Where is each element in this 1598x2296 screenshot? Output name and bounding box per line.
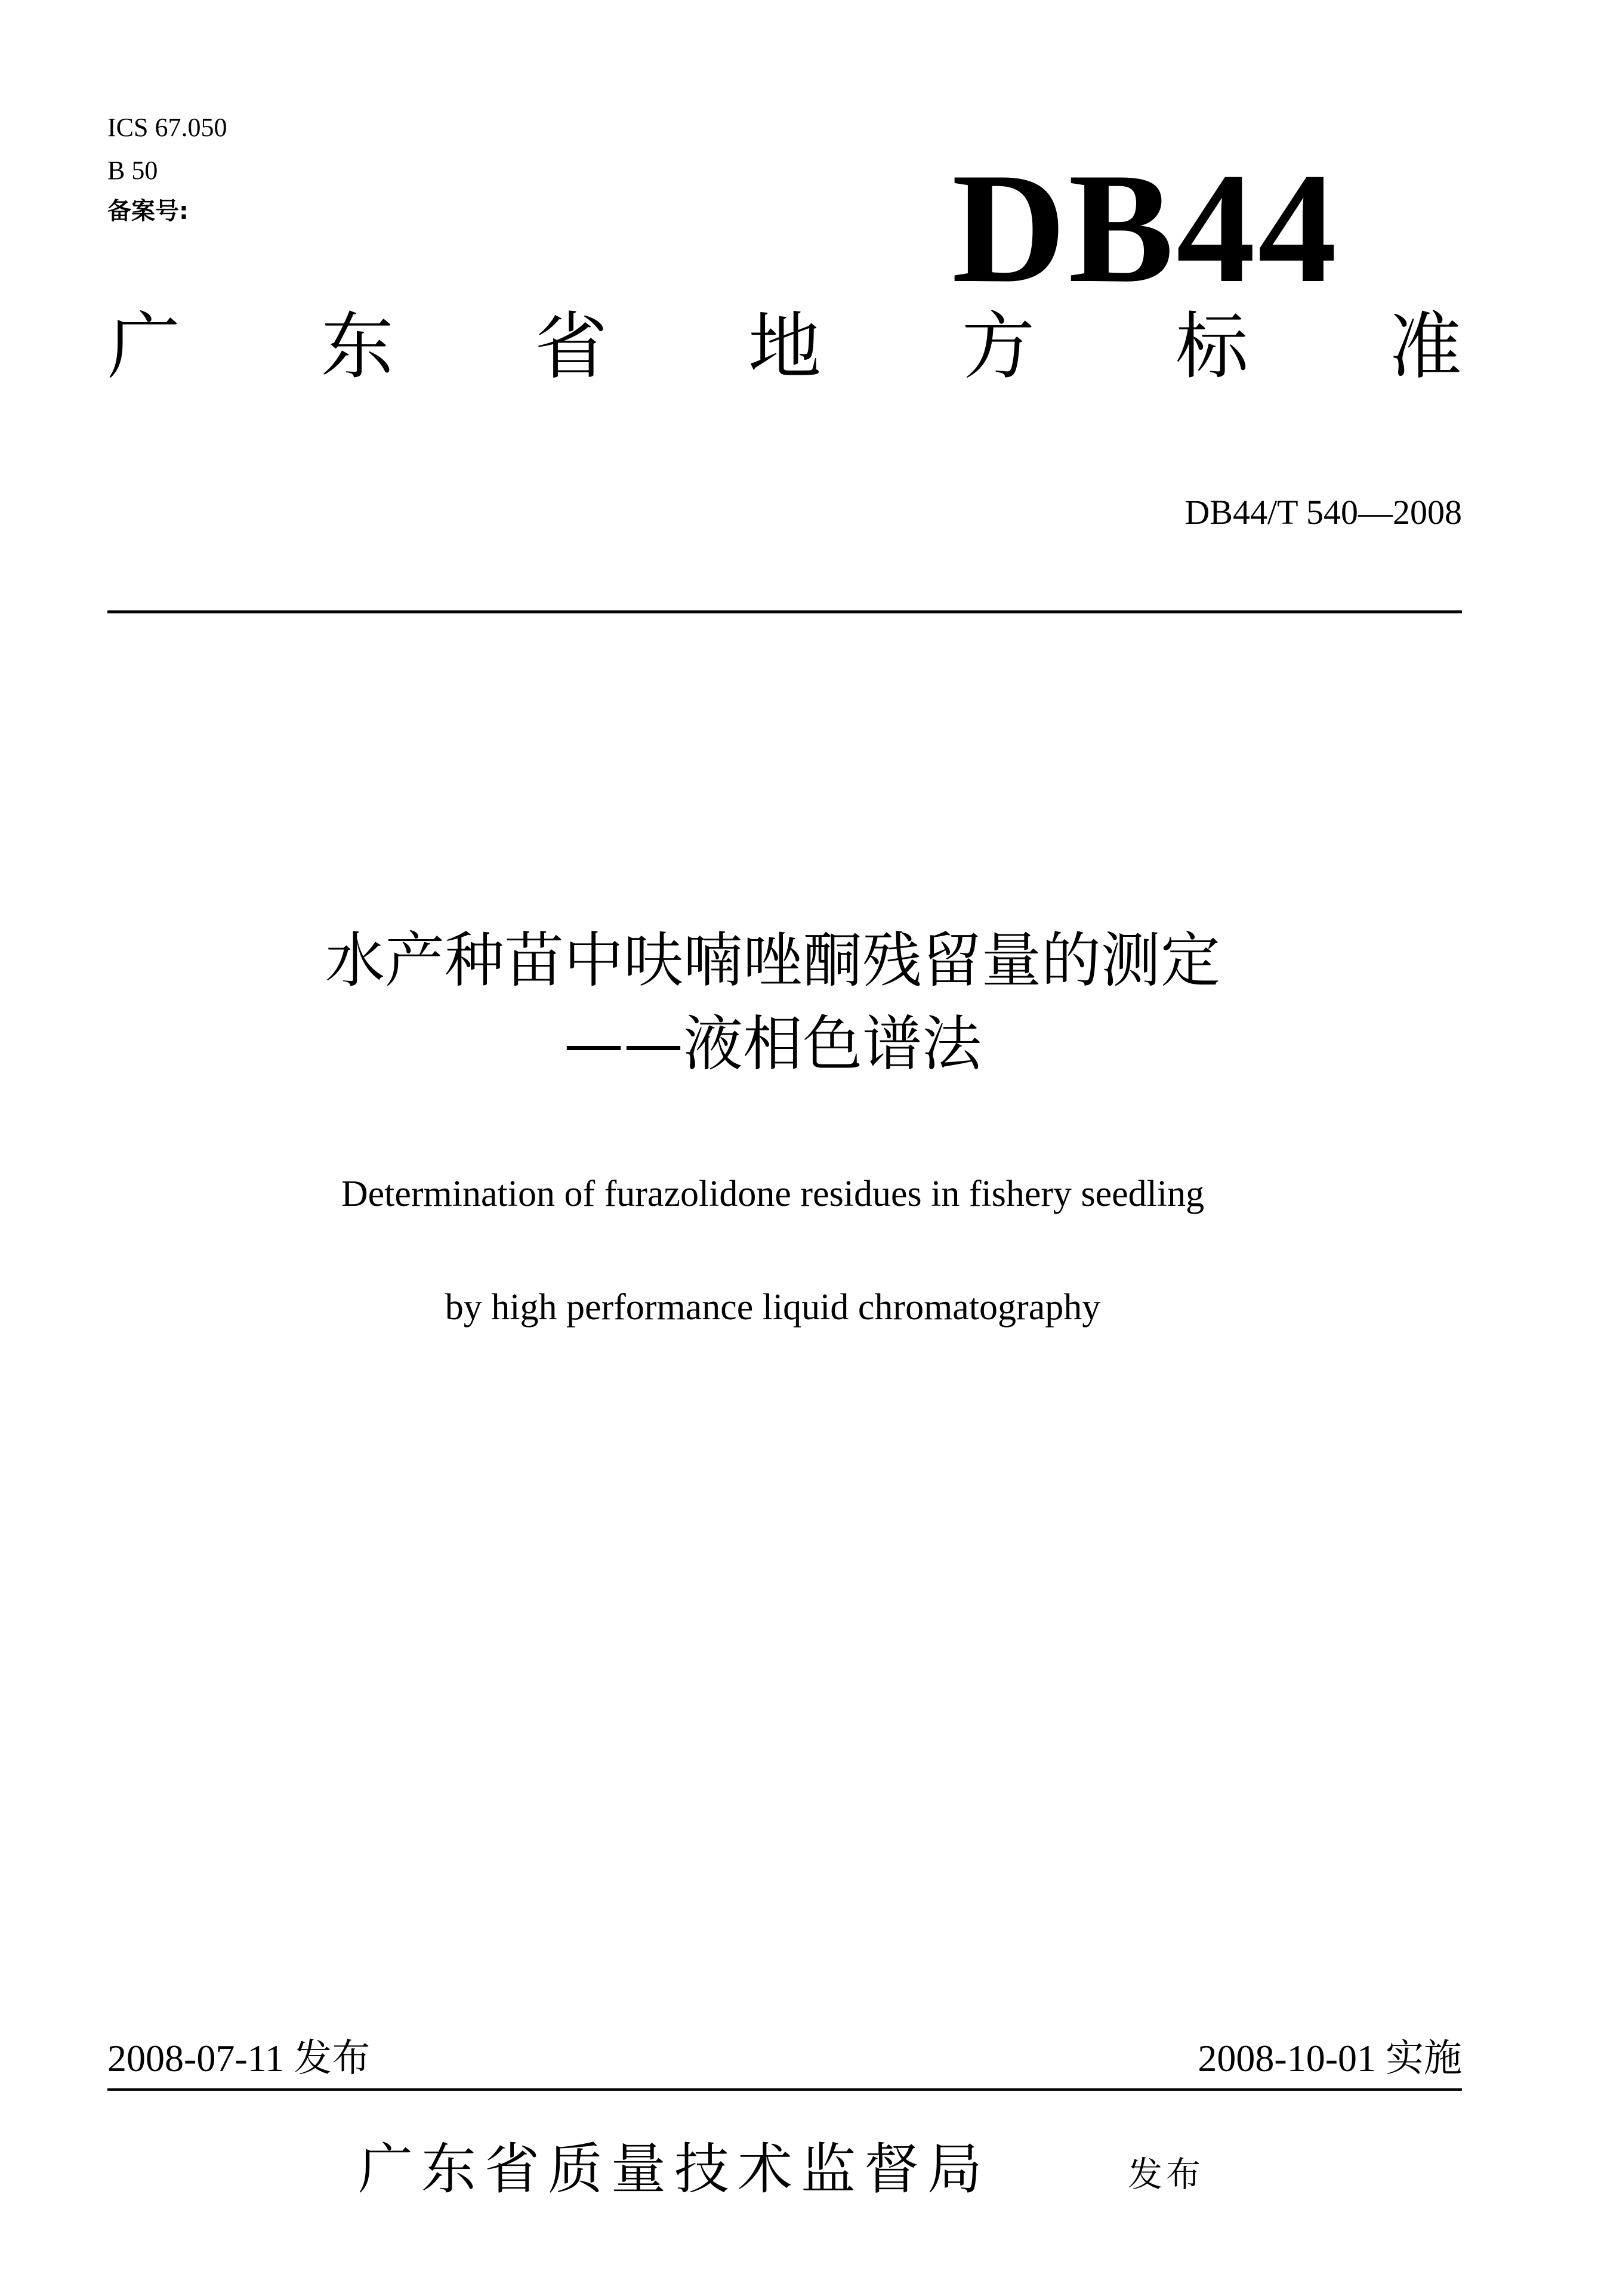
standard-type-char: 方 bbox=[962, 304, 1035, 389]
standard-type-char: 省 bbox=[535, 304, 607, 389]
standard-type-char: 地 bbox=[748, 304, 821, 389]
db44-logo: DB44 bbox=[952, 141, 1340, 316]
publish-label: 发布 bbox=[1128, 2154, 1205, 2195]
title-chinese-line2: ——液相色谱法 bbox=[564, 1009, 982, 1079]
standard-type-char: 标 bbox=[1176, 304, 1248, 389]
title-chinese-line1: 水产种苗中呋喃唑酮残留量的测定 bbox=[325, 925, 1220, 995]
title-english-line2: by high performance liquid chromatography bbox=[445, 1287, 1101, 1328]
bottom-divider bbox=[107, 2088, 1462, 2091]
ccs-code: B 50 bbox=[107, 156, 158, 185]
standard-type-char: 东 bbox=[321, 304, 394, 389]
standard-type-char: 广 bbox=[107, 304, 180, 389]
top-divider bbox=[107, 610, 1462, 613]
filing-number-label: 备案号: bbox=[107, 197, 189, 225]
title-english-line1: Determination of furazolidone residues in fishery seedling bbox=[341, 1174, 1205, 1214]
standard-type-char: 准 bbox=[1389, 304, 1462, 389]
standard-number: DB44/T 540—2008 bbox=[1184, 493, 1462, 532]
publisher-name: 广东省质量技术监督局 bbox=[358, 2137, 991, 2201]
standard-type-heading bbox=[107, 304, 1462, 389]
ics-code: ICS 67.050 bbox=[107, 113, 227, 142]
implementation-date: 2008-10-01 实施 bbox=[1198, 2037, 1462, 2079]
issue-date: 2008-07-11 发布 bbox=[107, 2037, 371, 2079]
